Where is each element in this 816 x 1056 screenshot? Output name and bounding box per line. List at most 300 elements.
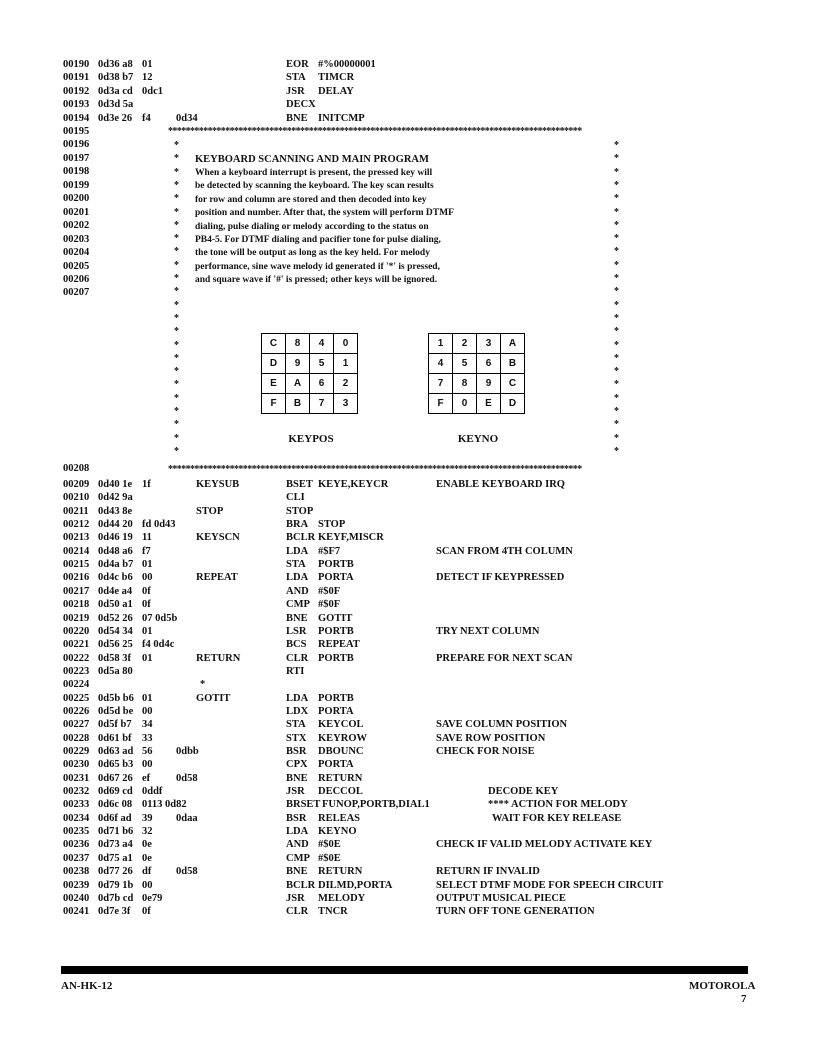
comment: **** ACTION FOR MELODY bbox=[488, 799, 628, 811]
comment-border-right: * bbox=[614, 299, 619, 311]
comment-border-right: * bbox=[614, 259, 619, 271]
address-opcode: 0d52 26 bbox=[98, 612, 133, 624]
footer-doc-id: AN-HK-12 bbox=[61, 980, 113, 992]
key-cell: 6 bbox=[310, 374, 334, 394]
operand: PORTA bbox=[318, 705, 354, 717]
line-number: 00203 bbox=[63, 233, 90, 245]
comment-border-left: * bbox=[174, 299, 179, 311]
comment-border-left: * bbox=[174, 273, 179, 284]
keyno-label: KEYNO bbox=[457, 433, 499, 445]
line-number: 00239 bbox=[63, 879, 90, 891]
mnemonic: BNE bbox=[286, 612, 308, 624]
address-opcode: 0d50 a1 bbox=[98, 599, 133, 611]
comment-border-right: * bbox=[614, 193, 619, 205]
operand-bytes: df bbox=[142, 866, 152, 878]
operand-bytes: 34 bbox=[142, 719, 153, 731]
operand-bytes: 0dc1 bbox=[142, 85, 163, 97]
line-number: 00220 bbox=[63, 625, 90, 637]
comment-title: KEYBOARD SCANNING AND MAIN PROGRAM bbox=[195, 154, 429, 165]
line-number: 00226 bbox=[63, 705, 90, 717]
comment-border-right: * bbox=[614, 432, 619, 444]
mnemonic: JSR bbox=[286, 892, 305, 904]
mnemonic: BRA bbox=[286, 519, 309, 531]
line-number: 00233 bbox=[63, 799, 90, 811]
mnemonic: BCLR bbox=[286, 532, 316, 544]
line-number: 00214 bbox=[63, 545, 90, 557]
operand: DBOUNC bbox=[318, 746, 364, 757]
key-cell: 3 bbox=[477, 334, 501, 354]
operand-bytes: 01 bbox=[142, 625, 153, 637]
mnemonic: CLR bbox=[286, 652, 309, 664]
address-opcode: 0d79 1b bbox=[98, 879, 134, 891]
comment-border-left: * bbox=[174, 406, 179, 417]
code-label: KEYSCN bbox=[196, 532, 240, 544]
key-cell: 4 bbox=[310, 334, 334, 354]
address-opcode: 0d65 b3 bbox=[98, 759, 134, 771]
address-opcode: 0d38 b7 bbox=[98, 72, 134, 84]
keypos-label: KEYPOS bbox=[288, 433, 334, 445]
line-number: 00221 bbox=[63, 639, 90, 651]
key-cell: 0 bbox=[453, 394, 477, 414]
line-number: 00212 bbox=[63, 519, 90, 531]
line-number: 00197 bbox=[63, 152, 90, 164]
mnemonic: BSR bbox=[286, 812, 307, 824]
address-opcode: 0d73 a4 bbox=[98, 839, 133, 851]
line-number: 00200 bbox=[63, 193, 90, 205]
key-cell: 1 bbox=[334, 354, 358, 374]
operand: PORTB bbox=[318, 625, 354, 637]
address-opcode: 0d3e 26 bbox=[98, 112, 133, 124]
line-number: 00223 bbox=[63, 665, 90, 677]
comment: SELECT DTMF MODE FOR SPEECH CIRCUIT bbox=[436, 879, 664, 891]
line-number: 00206 bbox=[63, 273, 90, 285]
key-cell: E bbox=[477, 394, 501, 414]
comment: CHECK FOR NOISE bbox=[436, 746, 535, 757]
comment-border-left: * bbox=[174, 312, 179, 324]
operand-bytes: 01 bbox=[142, 652, 153, 664]
key-cell: A bbox=[286, 374, 310, 394]
comment-border-right: * bbox=[614, 366, 619, 378]
comment: SAVE ROW POSITION bbox=[436, 732, 546, 744]
comment-border-right: * bbox=[614, 419, 619, 431]
comment: TRY NEXT COLUMN bbox=[436, 625, 540, 637]
operand-bytes: 0f bbox=[142, 599, 151, 611]
operand: RETURN bbox=[318, 772, 363, 784]
operand: #$0F bbox=[318, 585, 341, 597]
operand-bytes: 0e bbox=[142, 839, 152, 851]
address-opcode: 0d42 9a bbox=[98, 492, 133, 504]
address-opcode: 0d7e 3f bbox=[98, 906, 131, 918]
operand: #$0F bbox=[318, 599, 341, 611]
address-opcode: 0d4c b6 bbox=[98, 572, 133, 584]
key-cell: 2 bbox=[334, 374, 358, 394]
line-number: 00215 bbox=[63, 559, 90, 571]
comment-border-left: * bbox=[174, 392, 179, 404]
operand: DELAY bbox=[318, 85, 354, 97]
key-cell: 2 bbox=[453, 334, 477, 354]
operand: PORTB bbox=[318, 559, 354, 571]
operand: TNCR bbox=[318, 906, 348, 918]
mnemonic: BSET bbox=[286, 479, 313, 490]
operand-bytes: f4 0d4c bbox=[142, 639, 175, 651]
operand: KEYE,KEYCR bbox=[318, 479, 389, 490]
operand: KEYNO bbox=[318, 826, 357, 838]
operand: GOTIT bbox=[318, 612, 353, 624]
line-number: 00210 bbox=[63, 492, 90, 504]
comment: OUTPUT MUSICAL PIECE bbox=[436, 892, 566, 904]
line-number: 00195 bbox=[63, 126, 90, 137]
mnemonic: BNE bbox=[286, 866, 308, 878]
address-opcode: 0d71 b6 bbox=[98, 826, 134, 838]
address-opcode: 0d3a cd bbox=[98, 85, 133, 97]
comment-text: performance, sine wave melody id generated if '*' is pressed, bbox=[195, 261, 440, 272]
line-number: 00218 bbox=[63, 599, 90, 611]
comment-border-right: * bbox=[614, 166, 619, 178]
key-cell: A bbox=[501, 334, 525, 354]
code-label: RETURN bbox=[196, 652, 241, 664]
comment-border-right: * bbox=[614, 233, 619, 245]
comment: TURN OFF TONE GENERATION bbox=[436, 906, 595, 918]
line-number: 00194 bbox=[63, 112, 90, 124]
address-opcode: 0d61 bf bbox=[98, 732, 132, 744]
key-cell: 1 bbox=[429, 334, 453, 354]
keyno-grid bbox=[428, 333, 525, 414]
line-number: 00204 bbox=[63, 247, 90, 259]
key-cell: F bbox=[262, 394, 286, 414]
address-opcode: 0d5d be bbox=[98, 705, 134, 717]
line-number: 00227 bbox=[63, 719, 90, 731]
line-number: 00209 bbox=[63, 479, 90, 490]
operand: PORTA bbox=[318, 572, 354, 584]
comment-text: position and number. After that, the system will perform DTMF bbox=[195, 208, 454, 219]
operand-bytes: 0ddf bbox=[142, 786, 163, 798]
mnemonic: AND bbox=[286, 585, 309, 597]
comment-border-right: * bbox=[614, 273, 619, 284]
operand-bytes: 12 bbox=[142, 72, 153, 84]
comment-border-left: * bbox=[174, 366, 179, 378]
operand: #%00000001 bbox=[318, 59, 376, 70]
line-number: 00192 bbox=[63, 85, 90, 97]
mnemonic: STA bbox=[286, 72, 306, 84]
comment: RETURN IF INVALID bbox=[436, 866, 540, 878]
operand: KEYROW bbox=[318, 732, 368, 744]
comment-text: for row and column are stored and then decoded into key bbox=[195, 194, 427, 205]
comment-border-left: * bbox=[174, 193, 179, 205]
operand: MELODY bbox=[318, 892, 366, 904]
address-opcode: 0d5f b7 bbox=[98, 719, 132, 731]
operand: PORTA bbox=[318, 759, 354, 771]
mnemonic: STA bbox=[286, 719, 306, 731]
comment: PREPARE FOR NEXT SCAN bbox=[436, 652, 573, 664]
comment-border-right: * bbox=[614, 140, 619, 151]
address-opcode: 0d46 19 bbox=[98, 532, 133, 544]
operand-bytes: ef bbox=[142, 772, 151, 784]
operand-bytes: 32 bbox=[142, 826, 153, 838]
branch-target: 0daa bbox=[176, 812, 198, 824]
operand: PORTB bbox=[318, 652, 354, 664]
operand: PORTB bbox=[318, 692, 354, 704]
line-number: 00191 bbox=[63, 72, 90, 84]
branch-target: 0dbb bbox=[176, 746, 199, 757]
key-cell: 3 bbox=[334, 394, 358, 414]
comment: ENABLE KEYBOARD IRQ bbox=[436, 479, 565, 490]
comment: DECODE KEY bbox=[488, 786, 559, 798]
mnemonic: STA bbox=[286, 559, 306, 571]
key-cell: 7 bbox=[429, 374, 453, 394]
key-cell: D bbox=[501, 394, 525, 414]
address-opcode: 0d6f ad bbox=[98, 812, 132, 824]
operand-bytes: 00 bbox=[142, 705, 153, 717]
comment-border-left: * bbox=[174, 166, 179, 178]
comment-border-right: * bbox=[614, 246, 619, 258]
comment-border-right: * bbox=[614, 406, 619, 417]
mnemonic: CLI bbox=[286, 492, 305, 504]
address-opcode: 0d58 3f bbox=[98, 652, 131, 664]
operand-bytes: 07 0d5b bbox=[142, 612, 178, 624]
operand: DILMD,PORTA bbox=[318, 879, 393, 891]
address-opcode: 0d5b b6 bbox=[98, 692, 134, 704]
key-cell: C bbox=[262, 334, 286, 354]
address-opcode: 0d6c 08 bbox=[98, 799, 133, 811]
line-number: 00208 bbox=[63, 463, 90, 474]
mnemonic: JSR bbox=[286, 786, 305, 798]
address-opcode: 0d4e a4 bbox=[98, 585, 133, 597]
address-opcode: 0d5a 80 bbox=[98, 665, 133, 677]
address-opcode: 0d56 25 bbox=[98, 639, 133, 651]
comment-border-left: * bbox=[174, 233, 179, 245]
address-opcode: 0d63 ad bbox=[98, 746, 134, 757]
mnemonic: BSR bbox=[286, 746, 307, 757]
address-opcode: 0d3d 5a bbox=[98, 99, 134, 111]
line-number: 00232 bbox=[63, 786, 90, 798]
key-cell: D bbox=[262, 354, 286, 374]
operand: DECCOL bbox=[318, 786, 363, 798]
key-cell: 5 bbox=[310, 354, 334, 374]
operand: STOP bbox=[318, 519, 346, 531]
operand-bytes: 0113 0d82 bbox=[142, 799, 187, 811]
comment-border-right: * bbox=[614, 219, 619, 231]
comment-border-left: * bbox=[174, 140, 179, 151]
comment-border-left: * bbox=[174, 179, 179, 191]
operand-bytes: 00 bbox=[142, 879, 153, 891]
key-cell: 7 bbox=[310, 394, 334, 414]
line-number: 00237 bbox=[63, 852, 90, 864]
comment-text: the tone will be output as long as the key held. For melody bbox=[195, 248, 430, 259]
line-number: 00205 bbox=[63, 260, 90, 272]
key-cell: 9 bbox=[477, 374, 501, 394]
comment-border-left: * bbox=[174, 246, 179, 258]
line-number: 00213 bbox=[63, 532, 90, 544]
line-number: 00216 bbox=[63, 572, 90, 584]
line-number: 00198 bbox=[63, 166, 90, 178]
mnemonic: LSR bbox=[286, 625, 307, 637]
mnemonic: BNE bbox=[286, 112, 308, 124]
branch-target: 0d58 bbox=[176, 866, 198, 878]
mnemonic: LDX bbox=[286, 705, 309, 717]
comment-border-right: * bbox=[614, 206, 619, 218]
key-cell: 4 bbox=[429, 354, 453, 374]
comment-border-left: * bbox=[174, 153, 179, 165]
comment-border-left: * bbox=[174, 352, 179, 364]
operand-bytes: 0f bbox=[142, 906, 151, 918]
mnemonic: BRSET bbox=[286, 799, 321, 811]
comment-text: When a keyboard interrupt is present, the pressed key will bbox=[195, 168, 433, 178]
mnemonic: CMP bbox=[286, 852, 310, 864]
key-cell: B bbox=[286, 394, 310, 414]
comment-border-right: * bbox=[614, 392, 619, 404]
operand: REPEAT bbox=[318, 639, 360, 651]
key-cell: E bbox=[262, 374, 286, 394]
comment: SAVE COLUMN POSITION bbox=[436, 719, 568, 731]
mnemonic: LDA bbox=[286, 826, 309, 838]
address-opcode: 0d77 26 bbox=[98, 866, 133, 878]
operand: TIMCR bbox=[318, 72, 355, 84]
comment-border-left: * bbox=[174, 432, 179, 444]
line-number: 00229 bbox=[63, 746, 90, 757]
address-opcode: 0d4a b7 bbox=[98, 559, 134, 571]
operand-bytes: 00 bbox=[142, 572, 153, 584]
code-label: REPEAT bbox=[196, 572, 238, 584]
line-number: 00231 bbox=[63, 772, 90, 784]
mnemonic: LDA bbox=[286, 545, 309, 557]
line-number: 00196 bbox=[63, 139, 90, 151]
key-cell: 8 bbox=[286, 334, 310, 354]
line-number: 00199 bbox=[63, 179, 90, 191]
operand-bytes: 1f bbox=[142, 479, 151, 490]
operand-bytes: 56 bbox=[142, 746, 153, 757]
line-number: 00219 bbox=[63, 612, 90, 624]
mnemonic: DECX bbox=[286, 99, 316, 111]
comment-border-left: * bbox=[174, 339, 179, 351]
code-label: STOP bbox=[196, 505, 224, 517]
operand: KEYF,MISCR bbox=[318, 532, 384, 544]
key-cell: 6 bbox=[477, 354, 501, 374]
mnemonic: LDA bbox=[286, 692, 309, 704]
line-number: 00201 bbox=[63, 206, 90, 218]
line-number: 00211 bbox=[63, 505, 89, 517]
comment-border-top: ********************************************************************************************** bbox=[168, 127, 582, 137]
operand: KEYCOL bbox=[318, 719, 364, 731]
mnemonic: STX bbox=[286, 732, 307, 744]
operand-bytes: fd 0d43 bbox=[142, 519, 176, 531]
operand: INITCMP bbox=[318, 112, 365, 124]
mnemonic: RTI bbox=[286, 665, 305, 677]
address-opcode: 0d43 8e bbox=[98, 505, 133, 517]
address-opcode: 0d40 1e bbox=[98, 479, 133, 490]
line-number: 00217 bbox=[63, 585, 90, 597]
comment: WAIT FOR KEY RELEASE bbox=[492, 812, 622, 824]
code-label: GOTIT bbox=[196, 692, 231, 704]
comment-border-right: * bbox=[614, 326, 619, 338]
line-number: 00193 bbox=[63, 99, 90, 111]
operand-bytes: 0e bbox=[142, 852, 152, 864]
operand-bytes: 0f bbox=[142, 585, 151, 597]
address-opcode: 0d67 26 bbox=[98, 772, 133, 784]
key-cell: 5 bbox=[453, 354, 477, 374]
address-opcode: 0d48 a6 bbox=[98, 545, 133, 557]
comment-border-left: * bbox=[174, 326, 179, 338]
address-opcode: 0d54 34 bbox=[98, 625, 133, 637]
keypos-grid bbox=[261, 333, 358, 414]
operand-bytes: 01 bbox=[142, 692, 153, 704]
mnemonic: JSR bbox=[286, 85, 305, 97]
mnemonic: CLR bbox=[286, 906, 309, 918]
comment: CHECK IF VALID MELODY ACTIVATE KEY bbox=[436, 839, 653, 851]
comment-text: be detected by scanning the keyboard. The key scan results bbox=[195, 181, 434, 192]
comment-border-left: * bbox=[174, 259, 179, 271]
line-number: 00207 bbox=[63, 287, 90, 299]
comment-border-bottom: ********************************************************************************************** bbox=[168, 465, 582, 475]
comment-border-right: * bbox=[614, 153, 619, 165]
comment-border-right: * bbox=[614, 352, 619, 364]
line-number: 00238 bbox=[63, 866, 90, 878]
code-label: * bbox=[200, 679, 206, 691]
branch-target: 0d58 bbox=[176, 772, 198, 784]
footer-rule bbox=[61, 966, 748, 974]
mnemonic: STOP bbox=[286, 505, 314, 517]
comment-border-right: * bbox=[614, 179, 619, 191]
operand-bytes: 01 bbox=[142, 559, 153, 571]
operand-bytes: 11 bbox=[142, 532, 152, 544]
mnemonic: AND bbox=[286, 839, 309, 851]
operand: #$0E bbox=[318, 839, 341, 851]
comment-text: dialing, pulse dialing or melody according to the status on bbox=[195, 221, 429, 232]
mnemonic: BCLR bbox=[286, 879, 316, 891]
line-number: 00236 bbox=[63, 839, 90, 851]
comment-border-left: * bbox=[174, 379, 179, 391]
operand-bytes: f7 bbox=[142, 545, 151, 557]
operand-bytes: 33 bbox=[142, 732, 153, 744]
operand: #$0E bbox=[318, 852, 341, 864]
address-opcode: 0d7b cd bbox=[98, 892, 134, 904]
line-number: 00190 bbox=[63, 59, 90, 70]
line-number: 00222 bbox=[63, 652, 90, 664]
comment: DETECT IF KEYPRESSED bbox=[436, 572, 565, 584]
address-opcode: 0d75 a1 bbox=[98, 852, 133, 864]
comment-border-right: * bbox=[614, 312, 619, 324]
comment: SCAN FROM 4TH COLUMN bbox=[436, 545, 573, 557]
key-cell: C bbox=[501, 374, 525, 394]
mnemonic: CMP bbox=[286, 599, 310, 611]
address-opcode: 0d69 cd bbox=[98, 786, 133, 798]
operand-bytes: 0e79 bbox=[142, 892, 163, 904]
operand-bytes: 39 bbox=[142, 812, 153, 824]
key-cell: F bbox=[429, 394, 453, 414]
mnemonic: CPX bbox=[286, 759, 308, 771]
key-cell: 9 bbox=[286, 354, 310, 374]
branch-target: 0d34 bbox=[176, 112, 198, 124]
operand-bytes: 01 bbox=[142, 59, 153, 70]
operand: FUNOP,PORTB,DIAL1 bbox=[322, 799, 430, 811]
comment-border-right: * bbox=[614, 445, 619, 457]
comment-border-left: * bbox=[174, 419, 179, 431]
comment-border-left: * bbox=[174, 206, 179, 218]
mnemonic: BNE bbox=[286, 772, 308, 784]
line-number: 00235 bbox=[63, 826, 90, 838]
comment-border-left: * bbox=[174, 445, 179, 457]
line-number: 00240 bbox=[63, 892, 90, 904]
key-cell: 0 bbox=[334, 334, 358, 354]
line-number: 00241 bbox=[63, 906, 90, 918]
comment-border-left: * bbox=[174, 219, 179, 231]
operand: #$F7 bbox=[318, 545, 341, 557]
operand: RETURN bbox=[318, 866, 363, 878]
comment-border-right: * bbox=[614, 339, 619, 351]
line-number: 00234 bbox=[63, 812, 90, 824]
operand-bytes: 00 bbox=[142, 759, 153, 771]
mnemonic: LDA bbox=[286, 572, 309, 584]
mnemonic: EOR bbox=[286, 59, 309, 70]
